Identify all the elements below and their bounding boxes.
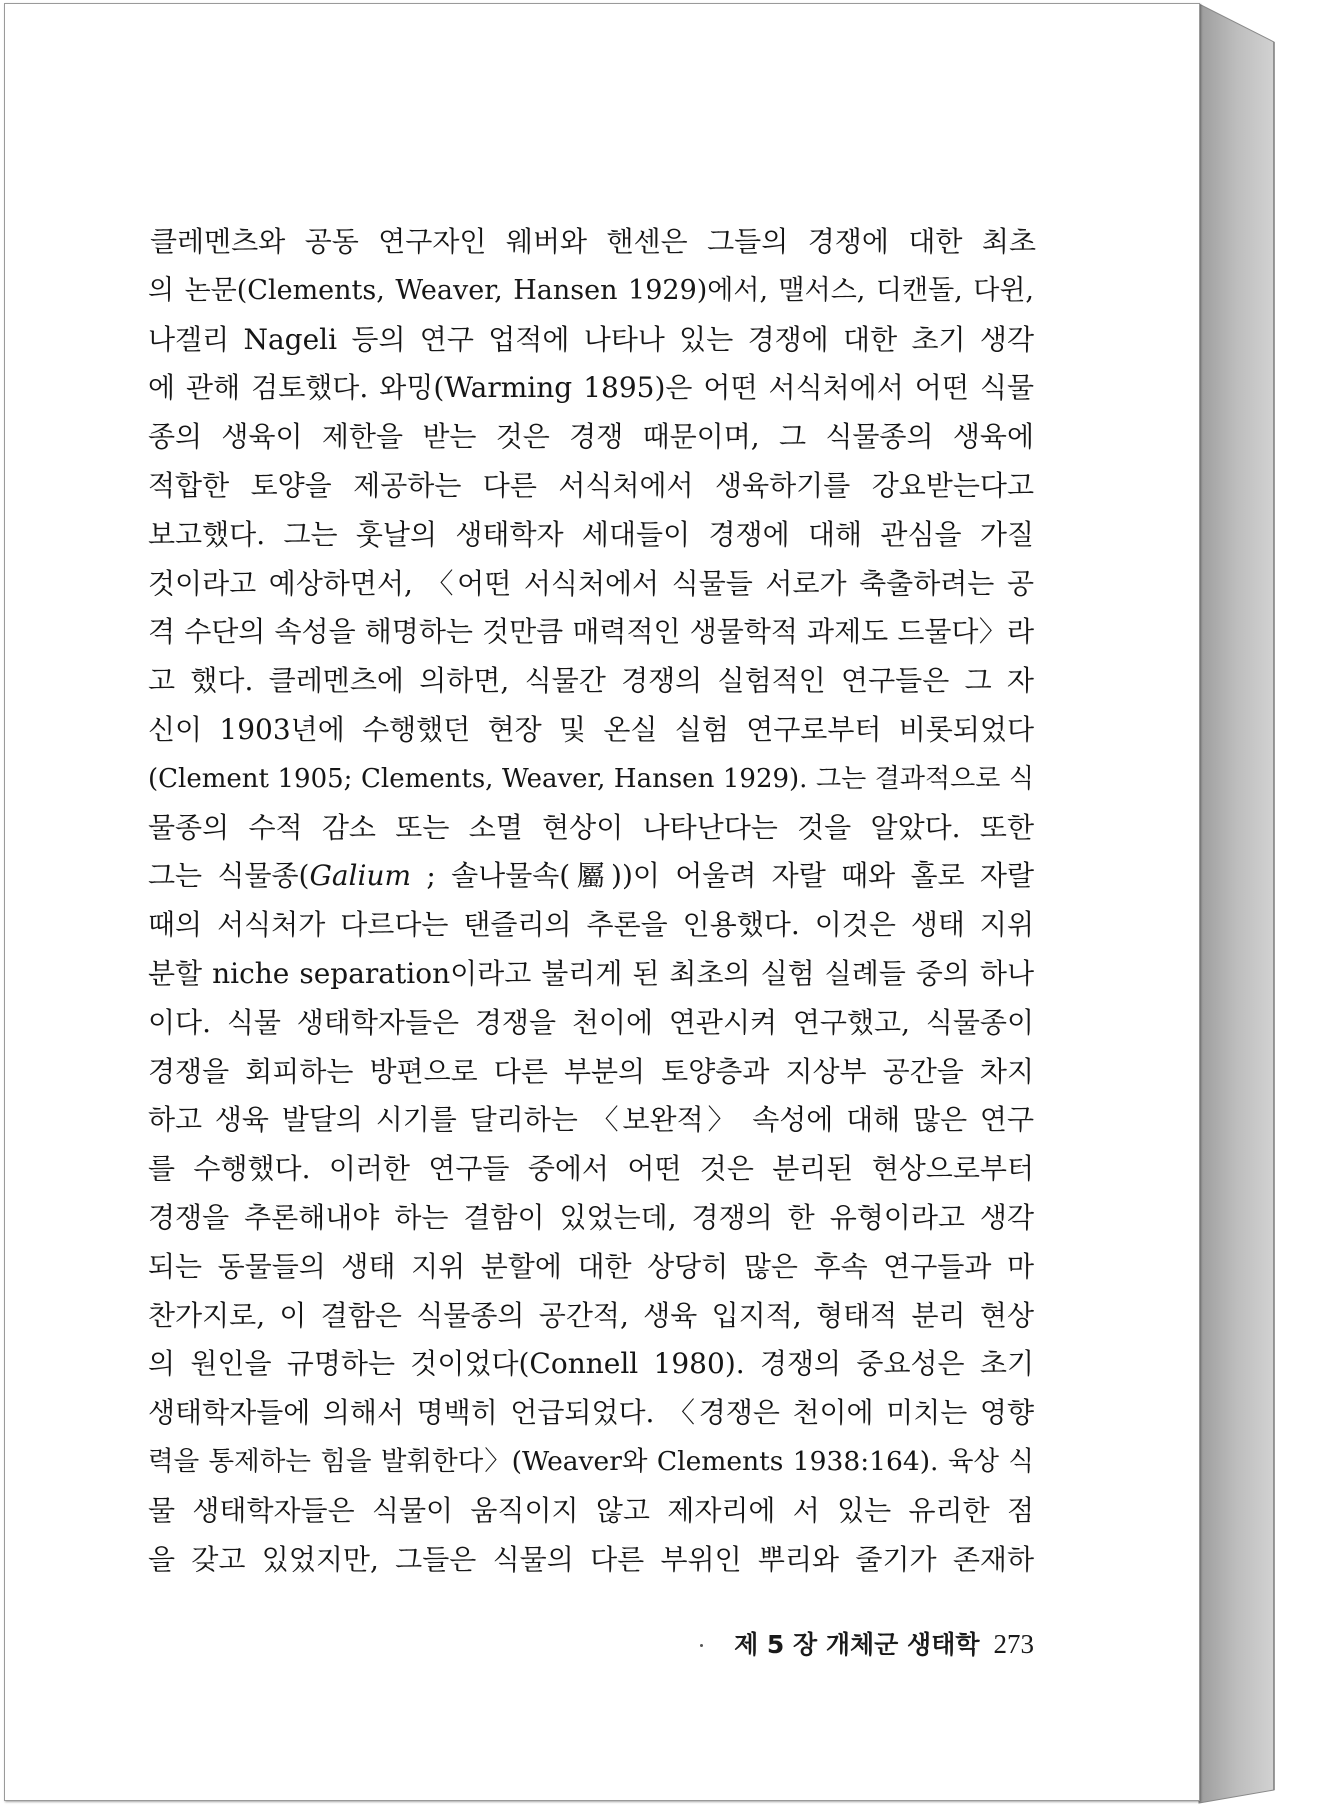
- chapter-title: 제 5 장 개체군 생태학: [734, 1630, 980, 1659]
- text-line: 때의 서식처가 다르다는 탠즐리의 추론을 인용했다. 이것은 생태 지위: [148, 908, 1034, 942]
- text-line: 를 수행했다. 이러한 연구들 중에서 어떤 것은 분리된 현상으로부터: [148, 1152, 1034, 1186]
- body-text: [148, 218, 1034, 1584]
- text-line: (Clement 1905; Clements, Weaver, Hansen 1929). 그는 결과적으로 식: [148, 763, 1034, 794]
- text-line: 것이라고 예상하면서, 〈어떤 서식처에서 식물들 서로가 축출하려는 공: [148, 566, 1034, 600]
- text-line: 력을 통제하는 힘을 발휘한다〉(Weaver와 Clements 1938:164). 육상 식: [148, 1445, 1034, 1477]
- text-line: 격 수단의 속성을 해명하는 것만큼 매력적인 생물학적 과제도 드물다〉라: [148, 615, 1034, 649]
- text-line: 이다. 식물 생태학자들은 경쟁을 천이에 연관시켜 연구했고, 식물종이: [148, 1005, 1034, 1039]
- text-line: 신이 1903년에 수행했던 현장 및 온실 실험 연구로부터 비롯되었다: [148, 712, 1034, 746]
- page-number: 273: [993, 1629, 1034, 1659]
- text-line: 고 했다. 클레멘츠에 의하면, 식물간 경쟁의 실험적인 연구들은 그 자: [148, 664, 1034, 698]
- text-line: 그는 식물종(Galium ; 솔나물속(屬))이 어울려 자랄 때와 홀로 자랄: [148, 859, 1034, 893]
- text-line: 되는 동물들의 생태 지위 분할에 대한 상당히 많은 후속 연구들과 마: [148, 1249, 1034, 1283]
- text-line: 에 관해 검토했다. 와밍(Warming 1895)은 어떤 서식처에서 어떤 식물: [148, 371, 1034, 405]
- text-line: 종의 생육이 제한을 받는 것은 경쟁 때문이며, 그 식물종의 생육에: [148, 420, 1034, 454]
- text-line: 나겔리 Nageli 등의 연구 업적에 나타나 있는 경쟁에 대한 초기 생각: [148, 322, 1034, 356]
- text-line: 경쟁을 추론해내야 하는 결함이 있었는데, 경쟁의 한 유형이라고 생각: [148, 1200, 1034, 1234]
- page-footer: [700, 1625, 1034, 1661]
- text-line: 을 갖고 있었지만, 그들은 식물의 다른 부위인 뿌리와 줄기가 존재하: [148, 1542, 1034, 1576]
- text-line: 의 논문(Clements, Weaver, Hansen 1929)에서, 맬서스, 디캔돌, 다윈,: [148, 274, 1034, 306]
- text-line: 보고했다. 그는 훗날의 생태학자 세대들이 경쟁에 대해 관심을 가질: [148, 517, 1034, 551]
- text-line: 적합한 토양을 제공하는 다른 서식처에서 생육하기를 강요받는다고: [148, 468, 1034, 502]
- text-line: 찬가지로, 이 결함은 식물종의 공간적, 생육 입지적, 형태적 분리 현상: [148, 1298, 1034, 1332]
- text-line: 경쟁을 회피하는 방편으로 다른 부분의 토양층과 지상부 공간을 차지: [148, 1054, 1034, 1088]
- text-line: 물 생태학자들은 식물이 움직이지 않고 제자리에 서 있는 유리한 점: [148, 1493, 1034, 1527]
- text-line: 물종의 수적 감소 또는 소멸 현상이 나타난다는 것을 알았다. 또한: [148, 810, 1034, 844]
- text-line: 생태학자들에 의해서 명백히 언급되었다. 〈경쟁은 천이에 미치는 영향: [148, 1396, 1034, 1430]
- text-line: 하고 생육 발달의 시기를 달리하는 〈보완적〉 속성에 대해 많은 연구: [148, 1103, 1034, 1137]
- text-line: 분할 niche separation이라고 불리게 된 최초의 실험 실례들 중의 하나: [148, 956, 1034, 990]
- text-line: 의 원인을 규명하는 것이었다(Connell 1980). 경쟁의 중요성은 초기: [148, 1347, 1034, 1381]
- text-line: 클레멘츠와 공동 연구자인 웨버와 핸센은 그들의 경쟁에 대한 최초: [150, 225, 1036, 258]
